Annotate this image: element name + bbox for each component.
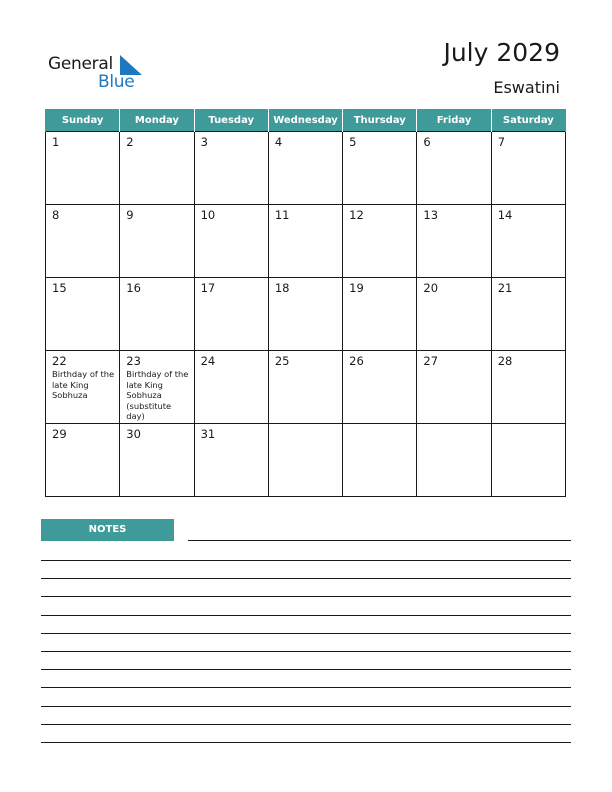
notes-line — [41, 560, 571, 561]
day-cell — [46, 132, 120, 205]
day-cell — [194, 205, 268, 278]
day-number: 14 — [497, 208, 513, 222]
day-cell — [46, 205, 120, 278]
day-number: 9 — [126, 208, 134, 222]
notes-line — [41, 669, 571, 670]
day-cell — [194, 351, 268, 424]
day-cell — [268, 132, 342, 205]
day-number: 28 — [497, 354, 513, 368]
notes-line — [41, 742, 571, 743]
notes-label: NOTES — [41, 519, 174, 541]
weekday-header: Wednesday — [268, 109, 342, 132]
day-cell — [491, 205, 565, 278]
day-cell — [417, 278, 491, 351]
day-number: 13 — [423, 208, 439, 222]
holiday-event: Birthday of the late King Sobhuza (substitute day) — [126, 369, 189, 421]
weekday-header: Saturday — [491, 109, 565, 132]
day-number: 21 — [497, 281, 513, 295]
day-number: 27 — [423, 354, 439, 368]
day-cell — [343, 351, 417, 424]
holiday-event: Birthday of the late King Sobhuza — [52, 369, 115, 400]
day-cell — [120, 424, 194, 497]
week-row — [46, 424, 566, 497]
brand-logo — [48, 52, 158, 92]
day-cell — [268, 351, 342, 424]
day-cell — [120, 205, 194, 278]
day-cell — [120, 278, 194, 351]
day-cell — [46, 351, 120, 424]
day-cell — [46, 424, 120, 497]
day-cell — [417, 205, 491, 278]
day-number: 31 — [200, 427, 216, 441]
week-row — [46, 351, 566, 424]
day-number: 18 — [274, 281, 290, 295]
notes-line — [188, 540, 571, 541]
day-number: 3 — [200, 135, 208, 149]
day-number: 7 — [497, 135, 506, 149]
day-cell — [491, 351, 565, 424]
day-number: 17 — [200, 281, 216, 295]
notes-line — [41, 724, 571, 725]
day-number: 11 — [274, 208, 290, 222]
weekday-header: Monday — [120, 109, 194, 132]
notes-line — [41, 706, 571, 707]
day-number: 2 — [126, 135, 134, 149]
month-year-title: July 2029 — [443, 38, 560, 67]
day-number: 15 — [52, 281, 67, 295]
day-number: 6 — [423, 135, 431, 149]
day-number: 20 — [423, 281, 439, 295]
weekday-header: Friday — [417, 109, 491, 132]
day-cell — [120, 351, 194, 424]
day-number: 30 — [126, 427, 141, 441]
weekday-header: Sunday — [46, 109, 120, 132]
notes-line — [41, 615, 571, 616]
weekday-header: Thursday — [343, 109, 417, 132]
calendar-grid — [45, 109, 566, 497]
day-number: 10 — [200, 208, 216, 222]
day-cell — [417, 424, 491, 497]
notes-line — [41, 633, 571, 634]
day-number: 29 — [52, 427, 67, 441]
day-cell — [46, 278, 120, 351]
day-number: 1 — [52, 135, 60, 149]
day-cell — [343, 424, 417, 497]
day-cell — [194, 424, 268, 497]
day-number: 16 — [126, 281, 141, 295]
day-cell — [343, 278, 417, 351]
weekday-header-row — [46, 109, 566, 132]
day-cell — [120, 132, 194, 205]
brand-word-blue: Blue — [98, 72, 135, 92]
notes-line — [41, 578, 571, 579]
day-number: 5 — [349, 135, 357, 149]
day-cell — [194, 278, 268, 351]
day-cell — [194, 132, 268, 205]
day-number: 23 — [126, 354, 141, 368]
day-cell — [491, 132, 565, 205]
day-cell — [343, 132, 417, 205]
day-cell — [417, 351, 491, 424]
day-cell — [268, 424, 342, 497]
notes-line — [41, 687, 571, 688]
notes-line — [41, 651, 571, 652]
day-number: 22 — [52, 354, 67, 368]
day-number: 8 — [52, 208, 60, 222]
day-number: 24 — [200, 354, 216, 368]
day-cell — [417, 132, 491, 205]
day-number: 12 — [349, 208, 364, 222]
day-cell — [491, 278, 565, 351]
weekday-header: Tuesday — [194, 109, 268, 132]
day-cell — [268, 205, 342, 278]
day-number: 4 — [274, 135, 283, 149]
day-cell — [343, 205, 417, 278]
week-row — [46, 278, 566, 351]
brand-word-general: General — [48, 54, 113, 74]
day-cell — [268, 278, 342, 351]
week-row — [46, 132, 566, 205]
day-number: 19 — [349, 281, 364, 295]
day-cell — [491, 424, 565, 497]
notes-line — [41, 596, 571, 597]
day-number: 26 — [349, 354, 364, 368]
country-name: Eswatini — [493, 78, 560, 97]
week-row — [46, 205, 566, 278]
day-number: 25 — [274, 354, 290, 368]
